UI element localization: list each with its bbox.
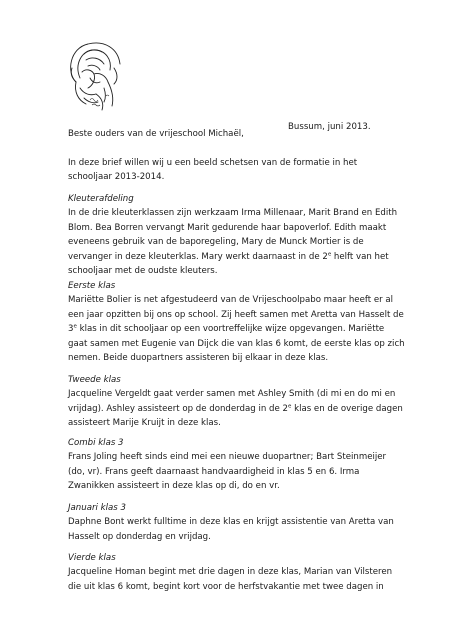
section-heading: Eerste klas (68, 281, 116, 291)
line-text: klas in dit schooljaar op een voortreffelijke wijze opgevangen. Mariëtte (76, 324, 385, 335)
paragraph-line: Daphne Bont werkt fulltime in deze klas en krijgt assistentie van Aretta van (68, 517, 394, 528)
section-heading: Combi klas 3 (68, 438, 124, 448)
line-text: 3 (68, 324, 74, 335)
paragraph-line: Blom. Bea Borren vervangt Marit gedurende haar bapoverlof. Edith maakt (68, 222, 387, 233)
paragraph-line: assisteert Marije Kruijt in deze klas. (68, 418, 221, 429)
paragraph-line: In de drie kleuterklassen zijn werkzaam Irma Millenaar, Marit Brand en Edith (68, 208, 398, 219)
intro-paragraph (68, 156, 398, 185)
ordinal-suffix: e (73, 323, 77, 330)
paragraph-line: nemen. Beide duopartners assisteren bij elkaar in deze klas. (68, 352, 329, 363)
section-heading: Kleuterafdeling (68, 194, 134, 204)
paragraph-line: eveneens gebruik van de baporegeling, Mary de Munck Mortier is de (68, 237, 364, 248)
intro-line: schooljaar 2013-2014. (68, 172, 165, 183)
paragraph-line: Jacqueline Vergeldt gaat verder samen met Ashley Smith (di mi en do mi en (68, 389, 396, 400)
greeting (68, 127, 398, 141)
school-logo-sketch-icon (62, 38, 128, 112)
line-text: vrijdag). Ashley assisteert op de donderdag in de 2 (68, 403, 288, 414)
section-januari-klas-3 (68, 501, 398, 544)
paragraph-line (68, 402, 403, 416)
line-text: helft van het (331, 251, 389, 262)
school-logo (62, 38, 128, 112)
date-line: Bussum, juni 2013. (288, 122, 371, 132)
section-heading: Vierde klas (68, 553, 116, 563)
greeting-line: Beste ouders van de vrijeschool Michaël, (68, 129, 244, 139)
paragraph-line: Zwanikken assisteert in deze klas op di, do en vr. (68, 481, 280, 492)
paragraph-line: die uit klas 6 komt, begint kort voor de herfstvakantie met twee dagen in (68, 581, 384, 592)
section-heading: Tweede klas (68, 375, 121, 385)
line-text: vervanger in deze kleuterklas. Mary werkt daarnaast in de 2 (68, 251, 328, 262)
paragraph-line: schooljaar met de oudste kleuters. (68, 265, 218, 276)
section-combi-klas-3 (68, 436, 398, 494)
paragraph-line: Mariëtte Bolier is net afgestudeerd van de Vrijeschoolpabo maar heeft er al (68, 295, 394, 306)
section-heading: Januari klas 3 (68, 503, 126, 513)
paragraph-line (68, 322, 398, 336)
section-tweede-klas (68, 373, 403, 431)
section-vierde-klas (68, 551, 398, 594)
paragraph-line: een jaar opzitten bij ons op school. Zij heeft samen met Aretta van Hasselt de (68, 309, 404, 320)
paragraph-line: Hasselt op donderdag en vrijdag. (68, 531, 211, 542)
ordinal-suffix: e (287, 403, 292, 410)
paragraph-line: Frans Joling heeft sinds eind mei een nieuwe duopartner; Bart Steinmeijer (68, 452, 387, 463)
paragraph-line: gaat samen met Eugenie van Dijck die van klas 6 komt, de eerste klas op zich (68, 338, 405, 349)
paragraph-line: Jacqueline Homan begint met drie dagen in deze klas, Marian van Vilsteren (68, 567, 393, 578)
section-eerste-klas (68, 279, 405, 365)
line-text: klas en de overige dagen (291, 403, 403, 414)
section-kleuterafdeling (68, 192, 398, 278)
ordinal-suffix: e (327, 251, 332, 258)
intro-line: In deze brief willen wij u een beeld schetsen van de formatie in het (68, 158, 358, 168)
paragraph-line (68, 250, 398, 264)
paragraph-line: (do, vr). Frans geeft daarnaast handvaardigheid in klas 5 en 6. Irma (68, 466, 360, 477)
